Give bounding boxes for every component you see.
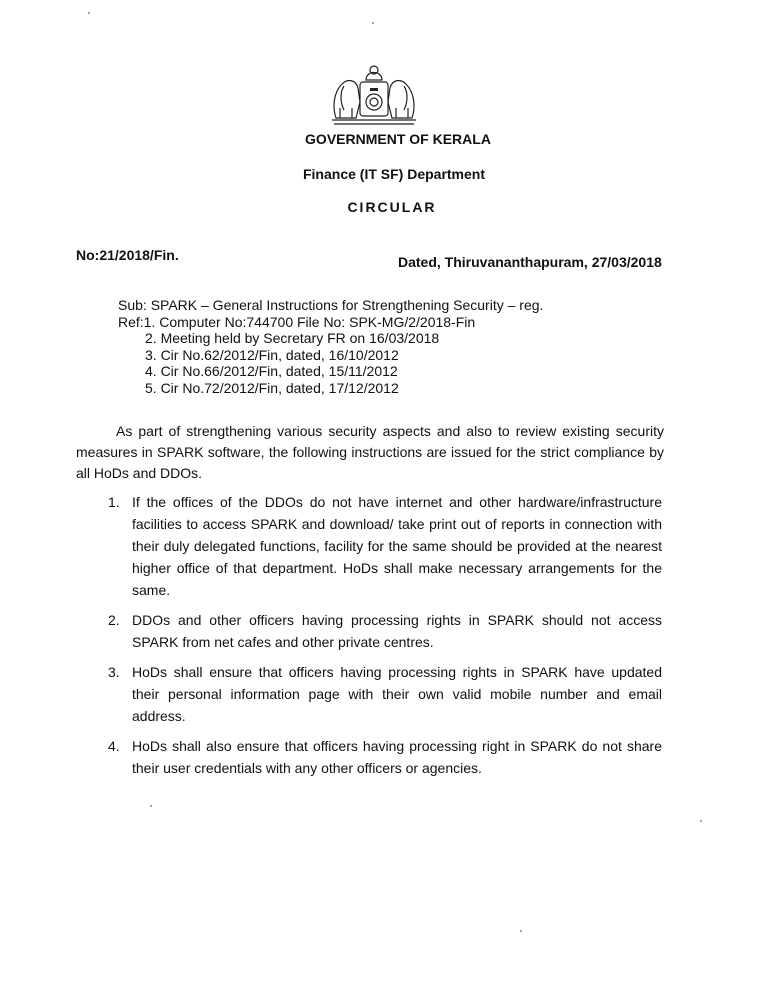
instruction-number: 3. bbox=[108, 664, 120, 680]
circular-number: No:21/2018/Fin. bbox=[76, 247, 179, 263]
scan-speck bbox=[520, 930, 522, 932]
instruction-list bbox=[102, 491, 662, 787]
instruction-text: If the offices of the DDOs do not have internet and other hardware/infrastructure facilities to access SPARK and download/ take print out of reports in connection with their duly delegated functions, facility for the same should be provided at the nearest higher office of that department. HoDs shall make necessary arrangements for the same. bbox=[132, 494, 662, 598]
government-heading: GOVERNMENT OF KERALA bbox=[305, 131, 491, 147]
reference-item: 4. Cir No.66/2012/Fin, dated, 15/11/2012 bbox=[145, 363, 398, 379]
reference-item: Ref:1. Computer No:744700 File No: SPK-MG/2/2018-Fin bbox=[118, 313, 476, 330]
reference-item: 5. Cir No.72/2012/Fin, dated, 17/12/2012 bbox=[145, 379, 399, 396]
scan-speck bbox=[88, 12, 90, 14]
instruction-text: DDOs and other officers having processing rights in SPARK should not access SPARK from net cafes and other private centres. bbox=[132, 612, 662, 650]
scan-speck bbox=[372, 22, 374, 24]
scan-speck bbox=[150, 805, 152, 807]
instruction-item bbox=[102, 491, 662, 601]
subject-reference-block bbox=[118, 297, 543, 396]
instruction-text: HoDs shall also ensure that officers having processing right in SPARK do not share their user credentials with any other officers or agencies. bbox=[132, 738, 662, 776]
instruction-item bbox=[102, 609, 662, 653]
reference-item: 2. Meeting held by Secretary FR on 16/03/2018 bbox=[145, 330, 440, 346]
circular-date: Dated, Thiruvananthapuram, 27/03/2018 bbox=[398, 254, 662, 270]
instruction-item bbox=[102, 735, 662, 779]
intro-text: As part of strengthening various security aspects and also to review existing security measures in SPARK software, the following instructions are issued for the strict compliance by all HoDs and DDOs. bbox=[76, 423, 664, 481]
instruction-number: 2. bbox=[108, 612, 120, 628]
subject-line: Sub: SPARK – General Instructions for Strengthening Security – reg. bbox=[118, 297, 544, 313]
intro-paragraph bbox=[76, 421, 664, 484]
reference-item: 3. Cir No.62/2012/Fin, dated, 16/10/2012 bbox=[145, 346, 399, 363]
scan-speck bbox=[700, 820, 702, 822]
department-heading: Finance (IT SF) Department bbox=[302, 166, 486, 182]
instruction-number: 1. bbox=[108, 494, 120, 510]
document-type-heading: CIRCULAR bbox=[347, 199, 437, 215]
instruction-text: HoDs shall ensure that officers having processing rights in SPARK have updated their personal information page with their own valid mobile number and email address. bbox=[132, 664, 662, 724]
instruction-number: 4. bbox=[108, 738, 120, 754]
kerala-emblem-icon bbox=[326, 58, 422, 132]
instruction-item bbox=[102, 661, 662, 727]
